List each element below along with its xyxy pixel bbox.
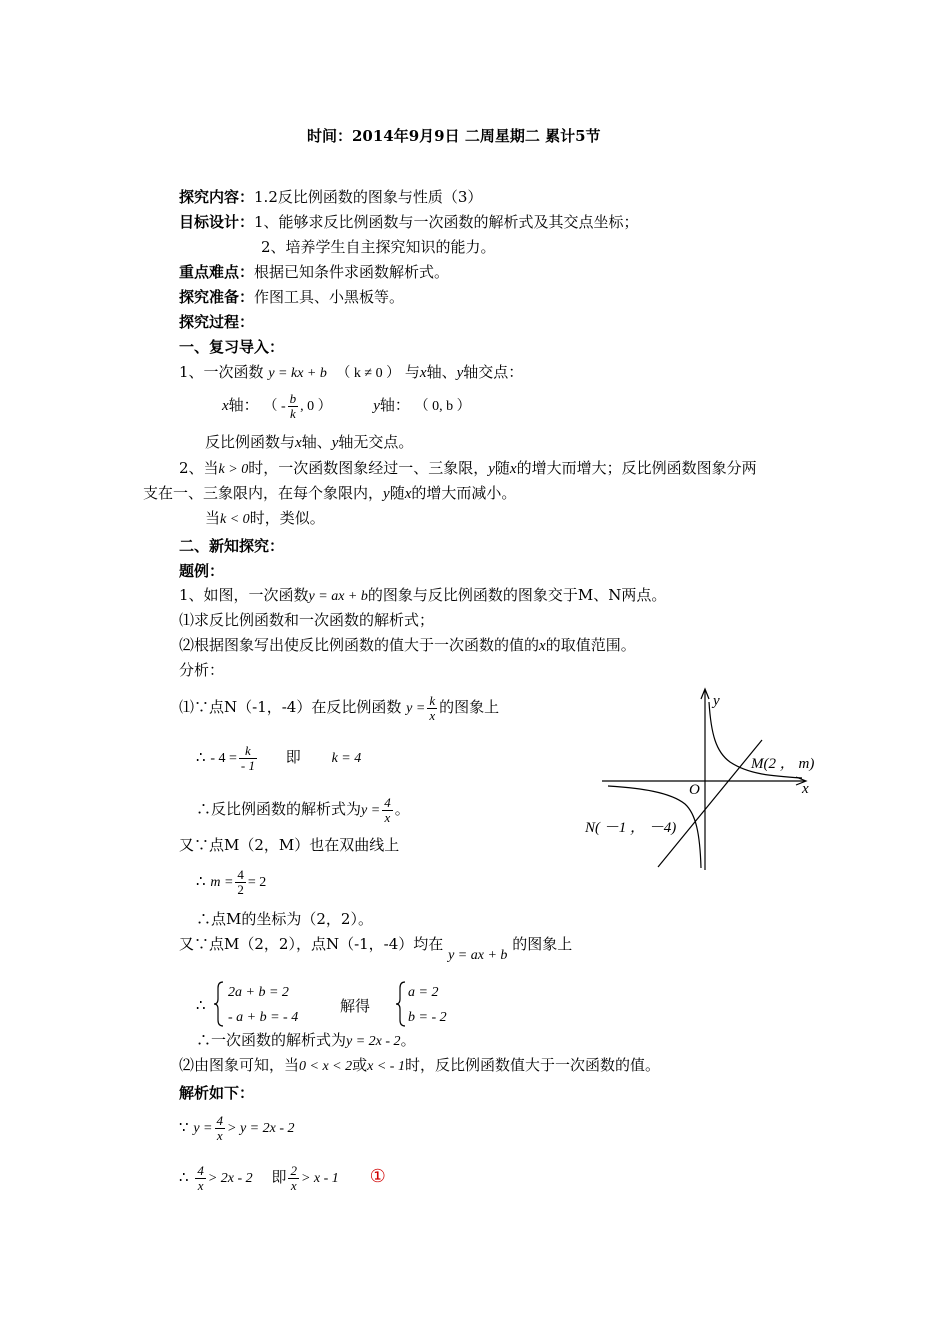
denominator: - 1 — [240, 757, 255, 773]
denominator: 2 — [237, 881, 244, 897]
point-n-label: N( －1 ， －4) — [585, 820, 677, 836]
denominator: k — [290, 405, 296, 421]
function-graph — [580, 684, 820, 874]
text: 或 — [352, 1056, 368, 1074]
problem-q1: ⑴求反比例函数和一次函数的解析式； — [179, 611, 435, 629]
goals-item2: 2、培养学生自主探究知识的能力。 — [261, 238, 496, 256]
numerator: 4 — [197, 1162, 204, 1178]
condition: k < 0 — [220, 512, 250, 527]
axis-intercepts — [222, 390, 471, 422]
fraction-2-over-x — [288, 1164, 299, 1193]
text: ⑵根据图象写出使反比例函数的值大于一次函数的值的 — [179, 636, 540, 654]
text: 时，类似。 — [249, 509, 325, 527]
text: 当 — [205, 509, 221, 527]
prep-line — [179, 287, 404, 307]
var-y: y — [373, 398, 380, 414]
denominator: x — [290, 1177, 297, 1193]
goals-label: 目标设计： — [179, 213, 255, 231]
text: 时，一次函数图象经过一、三象限， — [248, 459, 489, 477]
text: 的图象上 — [439, 698, 500, 716]
denominator: x — [216, 1127, 223, 1143]
text: 随 — [389, 484, 405, 502]
numerator: k — [239, 744, 257, 759]
text: ∴反比例函数的解析式为 — [196, 800, 362, 818]
text: 即 — [285, 748, 301, 766]
goals-item1: 1、能够求反比例函数与一次函数的解析式及其交点坐标； — [254, 213, 639, 231]
linear-function-line — [658, 740, 762, 867]
review-line2 — [179, 458, 757, 480]
formula: m = — [210, 875, 234, 890]
condition: x < - 1 — [367, 1059, 405, 1074]
fraction-k-over-minus1 — [239, 744, 257, 773]
text: 1、如图，一次函数 — [179, 586, 309, 604]
condition: k > 0 — [218, 462, 249, 477]
fraction-b-over-k — [288, 392, 299, 421]
goals-line — [179, 212, 639, 232]
var-x: x — [509, 461, 517, 477]
text: 的取值范围。 — [545, 636, 636, 654]
because-symbol: ∵ — [179, 1118, 189, 1136]
result-b: b = - 2 — [408, 1010, 447, 1025]
text: 轴无交点。 — [338, 433, 414, 451]
text: 2、当 — [179, 459, 219, 477]
analysis-step9 — [196, 1030, 416, 1052]
formula: > 2x - 2 — [207, 1171, 253, 1186]
analysis-step5 — [196, 866, 266, 898]
solution-line2 — [179, 1162, 386, 1194]
x-axis-label: x — [802, 781, 809, 797]
text: 随 — [494, 459, 510, 477]
text: 的图象与反比例函数的图象交于M、N两点。 — [367, 586, 667, 604]
analysis-step10 — [179, 1055, 660, 1077]
topic-label: 探究内容： — [179, 188, 255, 206]
denominator: x — [384, 809, 391, 825]
review-text: 1、一次函数 — [179, 363, 264, 381]
left-brace-icon — [394, 980, 408, 1028]
formula: > x - 1 — [300, 1171, 339, 1186]
solution-line1 — [179, 1112, 294, 1144]
text: 的图象上 — [512, 935, 573, 953]
formula: y = — [193, 1121, 213, 1136]
numerator: 4 — [237, 866, 244, 882]
var-y: y — [488, 461, 495, 477]
formula-linear: y = ax + b — [308, 589, 368, 604]
section1-heading: 一、复习导入： — [179, 338, 285, 356]
text: 的增大而减小。 — [411, 484, 517, 502]
equation-1: 2a + b = 2 — [228, 985, 289, 1000]
formula-linear: y = ax + b — [448, 948, 508, 963]
var-x: x — [222, 398, 229, 414]
fraction-4-over-x — [195, 1164, 206, 1193]
analysis-step3 — [196, 794, 410, 826]
y-axis-label: y — [713, 693, 720, 709]
var-x: x — [295, 435, 302, 451]
var-x: x — [404, 486, 412, 502]
formula: y = — [361, 803, 381, 818]
var-x: x — [539, 638, 546, 654]
var-y: y — [383, 486, 390, 502]
denominator: x — [429, 707, 436, 723]
text: 的增大而增大；反比例函数图象分两 — [516, 459, 757, 477]
formula: k = 4 — [331, 751, 362, 766]
text: ⑴∵点N（-1，-4）在反比例函数 — [179, 698, 402, 716]
review-text: 轴、 — [426, 363, 457, 381]
keypoint-value: 根据已知条件求函数解析式。 — [254, 263, 450, 281]
prep-value: 作图工具、小黑板等。 — [254, 288, 405, 306]
fraction-k-over-x — [427, 694, 437, 723]
point-text: （ 0, b ） — [414, 399, 471, 414]
formula: - 4 = — [210, 751, 237, 766]
var-y: y — [331, 435, 339, 451]
analysis-step7 — [179, 934, 573, 963]
review-line3 — [143, 483, 516, 504]
fraction-4-over-x — [215, 1114, 226, 1143]
keypoint-label: 重点难点： — [179, 263, 255, 281]
keypoint-line — [179, 262, 449, 282]
topic-value: 1.2反比例函数的图象与性质（3） — [254, 188, 483, 206]
therefore-symbol: ∴ — [196, 748, 206, 766]
problem-q2 — [179, 635, 636, 656]
var-y: y — [456, 365, 464, 381]
analysis-step2 — [196, 742, 361, 774]
text: ∴一次函数的解析式为 — [196, 1031, 347, 1049]
review-line1 — [179, 362, 523, 384]
condition: （ k ≠ 0 ） — [336, 366, 401, 381]
text: 又∵点M（2，2），点N（-1，-4）均在 — [179, 935, 444, 953]
text: 时，反比例函数值大于一次函数的值。 — [404, 1056, 660, 1074]
review-text: 轴交点： — [463, 363, 524, 381]
fraction-4-over-2 — [235, 868, 246, 897]
yaxis-text: 轴： — [379, 396, 410, 414]
fraction-4-over-x — [382, 796, 393, 825]
prep-label: 探究准备： — [179, 288, 255, 306]
denominator: x — [197, 1177, 204, 1193]
point-text: , 0 ） — [300, 399, 332, 414]
formula: y = — [406, 701, 426, 716]
formula: = 2 — [247, 875, 267, 890]
analysis-label: 分析： — [179, 661, 225, 679]
review-line4 — [205, 508, 325, 530]
therefore-symbol: ∴ — [196, 996, 206, 1014]
numerator: b — [289, 390, 297, 406]
inverse-no-intercept — [205, 432, 413, 453]
formula-linear: y = 2x - 2 — [346, 1034, 401, 1049]
text: 。 — [400, 1031, 416, 1049]
text: 即 — [271, 1168, 287, 1186]
problem-line1 — [179, 585, 666, 607]
header-title: 时间：2014年9月9日 二周星期二 累计5节 — [307, 127, 601, 145]
solve-text: 解得 — [340, 997, 371, 1015]
condition: 0 < x < 2 — [299, 1059, 353, 1074]
point-text: （ - — [263, 399, 286, 414]
left-brace-icon — [212, 980, 226, 1028]
topic-line — [179, 187, 482, 207]
therefore-symbol: ∴ — [179, 1168, 189, 1186]
text: ⑵由图象可知，当 — [179, 1056, 300, 1074]
process-label: 探究过程： — [179, 313, 255, 331]
result-a: a = 2 — [408, 985, 439, 1000]
formula-linear: y = kx + b — [268, 366, 327, 381]
numerator: k — [429, 692, 436, 708]
review-text: 与 — [404, 363, 420, 381]
text: 支在一、三象限内，在每个象限内， — [143, 484, 384, 502]
analysis-step6: ∴点M的坐标为（2，2）。 — [196, 910, 373, 928]
formula: > y = 2x - 2 — [227, 1121, 295, 1136]
var-x: x — [419, 365, 427, 381]
origin-label: O — [689, 782, 700, 798]
equation-2: - a + b = - 4 — [228, 1010, 299, 1025]
analysis-step1 — [179, 692, 499, 724]
text: 轴、 — [301, 433, 332, 451]
section2-heading: 二、新知探究： — [179, 537, 285, 555]
example-label: 题例： — [179, 562, 225, 580]
numerator: 2 — [290, 1162, 297, 1178]
text: 。 — [394, 800, 410, 818]
xaxis-text: 轴： — [228, 396, 259, 414]
therefore-symbol: ∴ — [196, 872, 206, 890]
point-m-label: M(2 ， m) — [751, 756, 815, 772]
circled-number-1: ① — [369, 1166, 386, 1187]
analysis-step4: 又∵点M（2，M）也在双曲线上 — [179, 836, 400, 854]
solution-label: 解析如下： — [179, 1084, 255, 1102]
numerator: 4 — [384, 794, 391, 810]
numerator: 4 — [216, 1112, 223, 1128]
text: 反比例函数与 — [205, 433, 296, 451]
